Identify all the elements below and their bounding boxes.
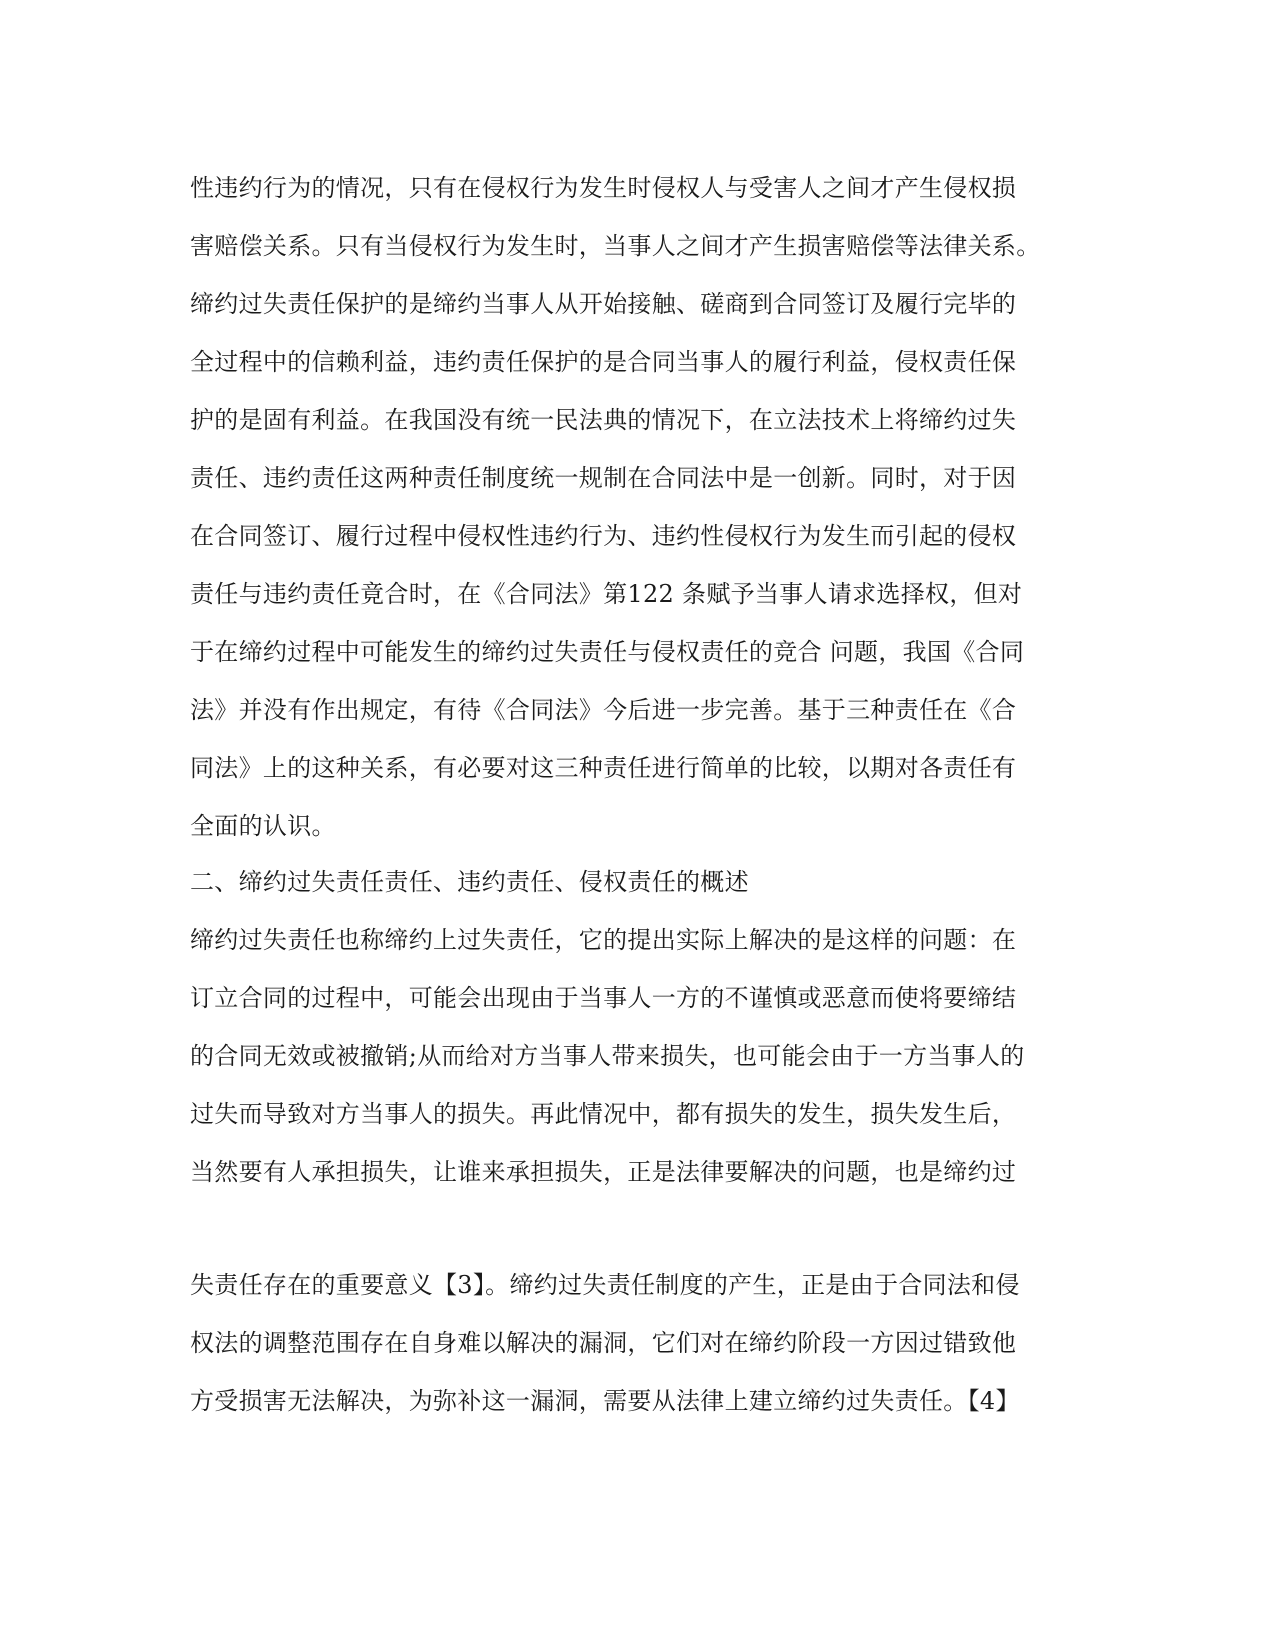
body-text-line: 于在缔约过程中可能发生的缔约过失责任与侵权责任的竞合 问题，我国《合同 <box>190 638 1025 666</box>
body-text-line: 缔约过失责任也称缔约上过失责任，它的提出实际上解决的是这样的问题：在 <box>190 926 1017 954</box>
body-text-line: 在合同签订、履行过程中侵权性违约行为、违约性侵权行为发生而引起的侵权 <box>190 522 1017 550</box>
body-text-line: 失责任存在的重要意义【3】。缔约过失责任制度的产生，正是由于合同法和侵 <box>190 1271 1020 1299</box>
body-text-line: 缔约过失责任保护的是缔约当事人从开始接触、磋商到合同签订及履行完毕的 <box>190 290 1017 318</box>
body-text-line: 权法的调整范围存在自身难以解决的漏洞，它们对在缔约阶段一方因过错致他 <box>190 1329 1017 1357</box>
body-text-line: 同法》上的这种关系，有必要对这三种责任进行简单的比较，以期对各责任有 <box>190 754 1017 782</box>
body-text-line: 订立合同的过程中，可能会出现由于当事人一方的不谨慎或恶意而使将要缔结 <box>190 984 1017 1012</box>
body-text-line: 过失而导致对方当事人的损失。再此情况中，都有损失的发生，损失发生后， <box>190 1100 1017 1128</box>
body-text-line: 害赔偿关系。只有当侵权行为发生时，当事人之间才产生损害赔偿等法律关系。 <box>190 232 1041 260</box>
body-text-line: 当然要有人承担损失，让谁来承担损失，正是法律要解决的问题，也是缔约过 <box>190 1158 1017 1186</box>
body-text-line: 责任与违约责任竟合时，在《合同法》第122 条赋予当事人请求选择权，但对 <box>190 580 1023 608</box>
body-text-line: 方受损害无法解决，为弥补这一漏洞，需要从法律上建立缔约过失责任。【4】 <box>190 1387 1020 1415</box>
body-text-line: 全过程中的信赖利益，违约责任保护的是合同当事人的履行利益，侵权责任保 <box>190 348 1017 376</box>
body-text-line: 的合同无效或被撤销;从而给对方当事人带来损失，也可能会由于一方当事人的 <box>190 1042 1025 1070</box>
body-text-line: 责任、违约责任这两种责任制度统一规制在合同法中是一创新。同时，对于因 <box>190 464 1017 492</box>
body-text-line: 护的是固有利益。在我国没有统一民法典的情况下，在立法技术上将缔约过失 <box>190 406 1017 434</box>
section-heading: 二、缔约过失责任责任、违约责任、侵权责任的概述 <box>190 868 749 896</box>
body-text-line: 全面的认识。 <box>190 812 336 840</box>
body-text-line: 法》并没有作出规定，有待《合同法》今后进一步完善。基于三种责任在《合 <box>190 696 1017 724</box>
body-text-line: 性违约行为的情况，只有在侵权行为发生时侵权人与受害人之间才产生侵权损 <box>190 174 1017 202</box>
